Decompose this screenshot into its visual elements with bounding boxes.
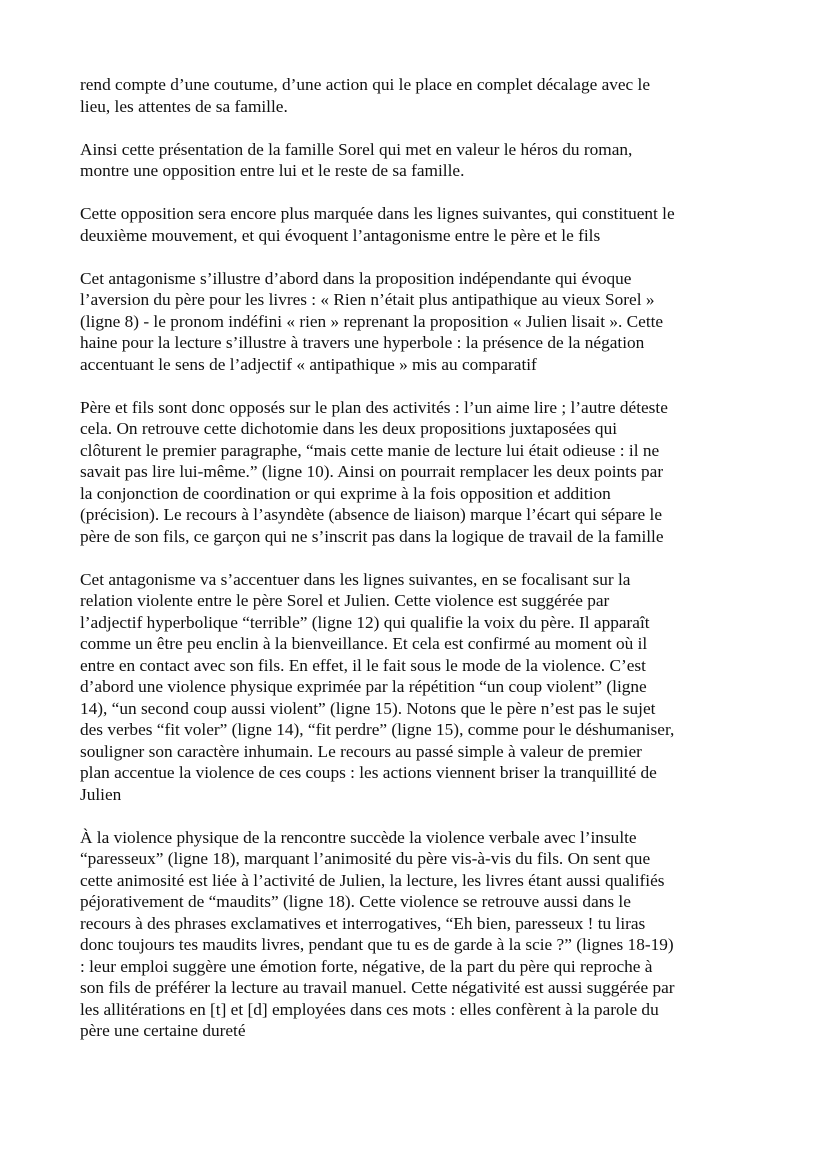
paragraph-4	[80, 268, 760, 376]
text-line: Ainsi cette présentation de la famille Sorel qui met en valeur le héros du roman,	[80, 139, 633, 159]
text-line: : leur emploi suggère une émotion forte, négative, de la part du père qui reproche à	[80, 956, 653, 976]
text-line: Père et fils sont donc opposés sur le plan des activités : l’un aime lire ; l’autre déteste	[80, 397, 668, 417]
text-line: À la violence physique de la rencontre succède la violence verbale avec l’insulte	[80, 827, 637, 847]
paragraph-7	[80, 827, 760, 1042]
text-line: haine pour la lecture s’illustre à travers une hyperbole : la présence de la négation	[80, 333, 645, 352]
text-line: relation violente entre le père Sorel et Julien. Cette violence est suggérée par	[80, 591, 610, 610]
document-page	[80, 74, 760, 1063]
text-line: Cet antagonisme va s’accentuer dans les lignes suivantes, en se focalisant sur la	[80, 569, 631, 589]
text-line: entre en contact avec son fils. En effet, il le fait sous le mode de la violence. C’est	[80, 655, 646, 675]
text-line: cela. On retrouve cette dichotomie dans les deux propositions juxtaposées qui	[80, 419, 618, 438]
text-line: (précision). Le recours à l’asyndète (absence de liaison) marque l’écart qui sépare le	[80, 505, 663, 524]
paragraph-6	[80, 569, 760, 806]
text-line: donc toujours tes maudits livres, pendant que tu es de garde à la scie ?” (lignes 18-19)	[80, 935, 674, 954]
text-line: rend compte d’une coutume, d’une action qui le place en complet décalage avec le	[80, 75, 651, 94]
text-line: péjorativement de “maudits” (ligne 18). Cette violence se retrouve aussi dans le	[80, 892, 631, 911]
text-line: montre une opposition entre lui et le reste de sa famille.	[80, 161, 465, 180]
text-line: son fils de préférer la lecture au travail manuel. Cette négativité est aussi suggérée par	[80, 978, 675, 997]
paragraph-1	[80, 74, 760, 117]
paragraph-3	[80, 203, 760, 246]
text-line: Cet antagonisme s’illustre d’abord dans la proposition indépendante qui évoque	[80, 268, 632, 288]
text-line: (ligne 8) - le pronom indéfini « rien » reprenant la proposition « Julien lisait ». Cette	[80, 311, 664, 331]
text-line: l’adjectif hyperbolique “terrible” (ligne 12) qui qualifie la voix du père. Il apparaît	[80, 612, 650, 632]
text-line: père une certaine dureté	[80, 1021, 246, 1040]
text-line: Cette opposition sera encore plus marquée dans les lignes suivantes, qui constituent le	[80, 204, 675, 223]
text-line: des verbes “fit voler” (ligne 14), “fit perdre” (ligne 15), comme pour le déshumaniser,	[80, 720, 675, 739]
text-line: “paresseux” (ligne 18), marquant l’animosité du père vis-à-vis du fils. On sent que	[80, 849, 651, 868]
paragraph-5	[80, 397, 760, 548]
text-line: cette animosité est liée à l’activité de Julien, la lecture, les livres étant aussi qualifiés	[80, 870, 665, 890]
text-line: Julien	[80, 784, 122, 804]
text-line: l’aversion du père pour les livres : « Rien n’était plus antipathique au vieux Sorel »	[80, 290, 655, 309]
text-line: les allitérations en [t] et [d] employées dans ces mots : elles confèrent à la parole du	[80, 999, 659, 1019]
text-line: d’abord une violence physique exprimée par la répétition “un coup violent” (ligne	[80, 677, 647, 696]
paragraph-2	[80, 139, 760, 182]
text-line: père de son fils, ce garçon qui ne s’inscrit pas dans la logique de travail de la famille	[80, 526, 664, 546]
text-line: lieu, les attentes de sa famille.	[80, 96, 288, 116]
text-line: recours à des phrases exclamatives et interrogatives, “Eh bien, paresseux ! tu liras	[80, 913, 646, 933]
text-line: savait pas lire lui-même.” (ligne 10). Ainsi on pourrait remplacer les deux points par	[80, 462, 664, 481]
text-line: souligner son caractère inhumain. Le recours au passé simple à valeur de premier	[80, 741, 642, 761]
text-line: 14), “un second coup aussi violent” (ligne 15). Notons que le père n’est pas le sujet	[80, 698, 656, 718]
text-line: accentuant le sens de l’adjectif « antipathique » mis au comparatif	[80, 354, 537, 374]
text-line: clôturent le premier paragraphe, “mais cette manie de lecture lui était odieuse : il ne	[80, 440, 660, 460]
text-line: la conjonction de coordination or qui exprime à la fois opposition et addition	[80, 483, 611, 503]
text-line: plan accentue la violence de ces coups : les actions viennent briser la tranquillité de	[80, 763, 657, 782]
text-line: comme un être peu enclin à la bienveillance. Et cela est confirmé au moment où il	[80, 634, 648, 653]
text-line: deuxième mouvement, et qui évoquent l’antagonisme entre le père et le fils	[80, 225, 601, 245]
